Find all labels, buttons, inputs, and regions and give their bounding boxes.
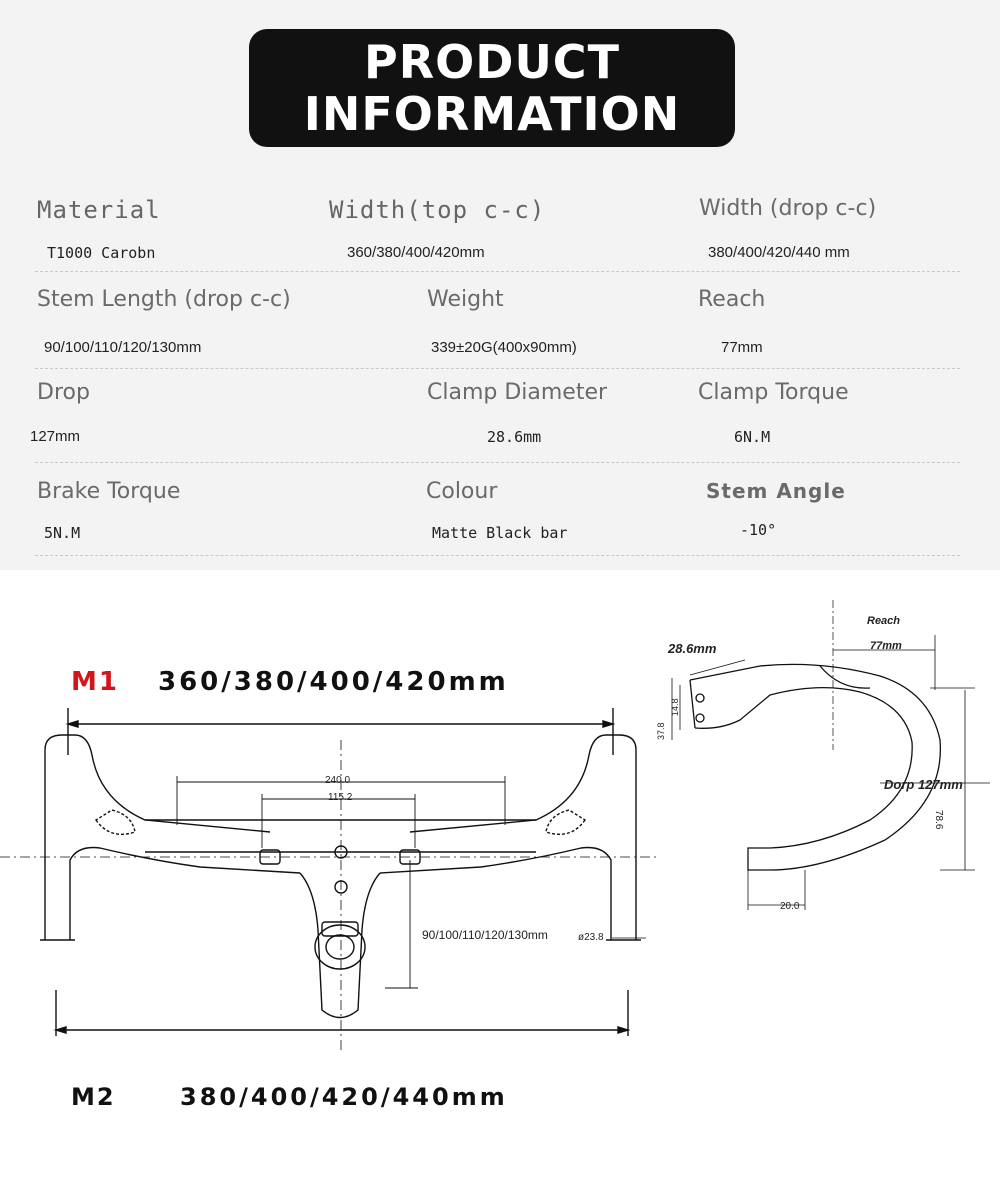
material-value: T1000 Carobn bbox=[47, 244, 156, 262]
reach-label: Reach bbox=[698, 287, 766, 312]
row-divider bbox=[35, 555, 960, 556]
m1-prefix: M1 bbox=[71, 667, 119, 697]
dim-bar-diameter: ø23.8 bbox=[578, 932, 604, 943]
width-drop-label: Width (drop c-c) bbox=[699, 196, 877, 221]
drop-value: 127mm bbox=[30, 428, 81, 445]
brake-torque-value: 5N.M bbox=[44, 524, 81, 542]
clamp-torque-value: 6N.M bbox=[734, 428, 771, 446]
m2-prefix: M2 bbox=[71, 1083, 116, 1111]
dim-14: 14.8 bbox=[670, 698, 680, 716]
dim-reach-title: Reach bbox=[867, 615, 901, 627]
m2-sizes: 380/400/420/440mm bbox=[180, 1083, 508, 1111]
product-information-banner bbox=[249, 29, 735, 147]
colour-label: Colour bbox=[426, 479, 498, 504]
dim-20: 20.0 bbox=[780, 901, 800, 912]
dim-drop: Dorp 127mm bbox=[884, 777, 963, 792]
dim-240: 240.0 bbox=[325, 775, 351, 786]
brake-torque-label: Brake Torque bbox=[37, 479, 181, 504]
stem-angle-value: -10° bbox=[740, 521, 777, 539]
reach-value: 77mm bbox=[721, 339, 763, 356]
dim-78: 78.6 bbox=[933, 810, 944, 830]
product-info-panel bbox=[0, 0, 1000, 570]
dim-37: 37.8 bbox=[656, 722, 666, 740]
width-top-label: Width(top c-c) bbox=[329, 196, 546, 224]
drop-label: Drop bbox=[37, 380, 90, 405]
stem-length-label: Stem Length (drop c-c) bbox=[37, 287, 291, 312]
colour-value: Matte Black bar bbox=[432, 524, 568, 542]
dim-reach-value: 77mm bbox=[870, 640, 902, 652]
clamp-diameter-value: 28.6mm bbox=[487, 428, 542, 446]
clamp-torque-label: Clamp Torque bbox=[698, 380, 849, 405]
dim-stem-length: 90/100/110/120/130mm bbox=[422, 928, 548, 942]
stem-length-value: 90/100/110/120/130mm bbox=[44, 339, 202, 356]
stem-angle-label: Stem Angle bbox=[706, 479, 846, 503]
dim-clamp: 28.6mm bbox=[668, 641, 717, 656]
m1-sizes: 360/380/400/420mm bbox=[158, 667, 509, 697]
width-top-value: 360/380/400/420mm bbox=[347, 244, 485, 261]
row-divider bbox=[35, 271, 960, 272]
dim-115: 115.2 bbox=[328, 792, 353, 803]
width-drop-value: 380/400/420/440 mm bbox=[708, 244, 850, 261]
weight-label: Weight bbox=[427, 287, 504, 312]
banner-line-2: INFORMATION bbox=[303, 87, 681, 141]
row-divider bbox=[35, 462, 960, 463]
row-divider bbox=[35, 368, 960, 369]
weight-value: 339±20G(400x90mm) bbox=[431, 339, 577, 356]
technical-drawing bbox=[0, 570, 1000, 1200]
banner-line-1: PRODUCT bbox=[364, 35, 620, 89]
clamp-diameter-label: Clamp Diameter bbox=[427, 380, 608, 405]
material-label: Material bbox=[37, 196, 161, 224]
